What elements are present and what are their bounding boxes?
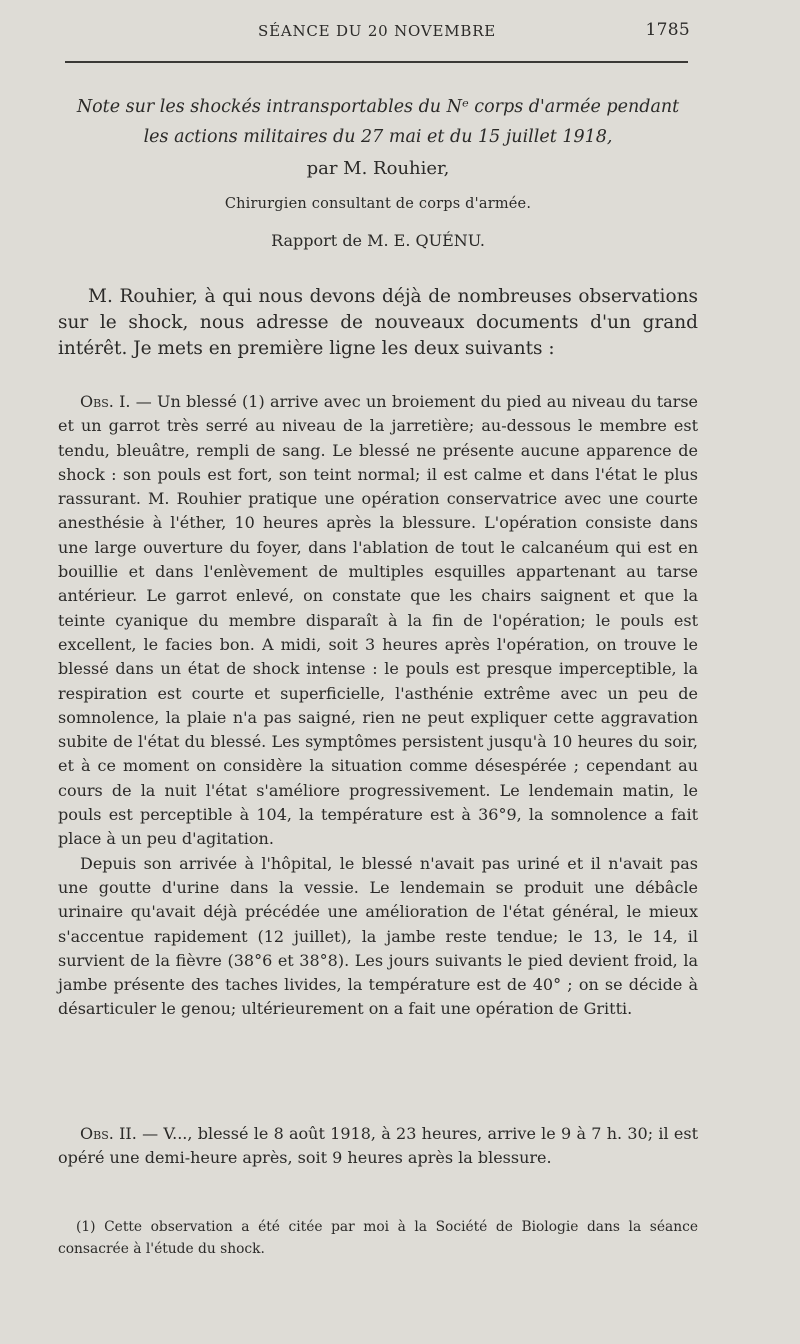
running-head (58, 20, 698, 44)
footnote-text: (1) Cette observation a été citée par moi à la Société de Biologie dans la séance consacrée à l'étude du shock. (58, 1219, 698, 1257)
observation-one (58, 390, 698, 1022)
running-title: SÉANCE DU 20 NOVEMBRE (258, 22, 497, 40)
page-number: 1785 (645, 20, 690, 40)
observation-one-label: Obs. I. (80, 392, 131, 411)
intro-paragraph: M. Rouhier, à qui nous devons déjà de nombreuses observations sur le shock, nous adresse de nouveaux documents d'un grand intérêt. Je mets en première ligne les deux suivants : (58, 286, 698, 359)
observation-two-paragraph (58, 1122, 698, 1171)
article-title-line-2: les actions militaires du 27 mai et du 15 juillet 1918, (143, 127, 613, 147)
author-affiliation: Chirurgien consultant de corps d'armée. (224, 196, 532, 212)
observation-one-continuation: Depuis son arrivée à l'hôpital, le blessé n'avait pas uriné et il n'avait pas une goutte d'urine dans la vessie. Le lendemain se produit une débâcle urinaire qu'avait déjà précédée une amélioration de l'état général, le mieux s'accentue rapidement (12 juillet), la jambe reste tendue; le 13, le 14, il survient de la fièvre (38°6 et 38°8). Les jours suivants le pied devient froid, la jambe présente des taches livides, la température est de 40° ; on se décide à désarticuler le genou; ultérieurement on a fait une opération de Gritti. (58, 853, 698, 1019)
header-rule (65, 61, 688, 63)
article-title-line-1: Note sur les shockés intransportables du Nᵉ corps d'armée pendant (76, 97, 680, 117)
observation-one-paragraph (58, 390, 698, 852)
author-byline: par M. Rouhier, (306, 158, 450, 179)
footnote (58, 1216, 698, 1260)
observation-one-text: — Un blessé (1) arrive avec un broiement du pied au niveau du tarse et un garrot très serré au niveau de la jarretière; au-dessous le membre est tendu, bleuâtre, rempli de sang. Le blessé ne présente aucune apparence de shock : son pouls est fort, son teint normal; il est calme et dans l'état le plus rassurant. M. Rouhier pratique une opération conservatrice avec une courte anesthésie à l'éther, 10 heures après la blessure. L'opération consiste dans une large ouverture du foyer, dans l'ablation de tout le calcanéum qui est en bouillie et dans l'enlèvement de multiples esquilles appartenant au tarse antérieur. Le garrot enlevé, on constate que les chairs saignent et que la teinte cyanique du membre disparaît à la fin de l'opération; le pouls est excellent, le facies bon. A midi, soit 3 heures après l'opération, on trouve le blessé dans un état de shock intense : le pouls est presque imperceptible, la respiration est courte et superficielle, l'asthénie extrême avec un peu de somnolence, la plaie n'a pas saigné, rien ne peut expliquer cette aggravation subite de l'état du blessé. Les symptômes persistent jusqu'à 10 heures du soir, et à ce moment on considère la situation comme désespérée ; cependant au cours de la nuit l'état s'améliore progressivement. Le lendemain matin, le pouls est perceptible à 104, la température est à 36°9, la somnolence a fait place à un peu d'agitation. (58, 392, 698, 849)
observation-two (58, 1122, 698, 1171)
report-attribution: Rapport de M. E. QUÉNU. (271, 231, 485, 250)
observation-two-label: Obs. II. (80, 1124, 137, 1143)
observation-two-text: — V..., blessé le 8 août 1918, à 23 heures, arrive le 9 à 7 h. 30; il est opéré une demi-heure après, soit 9 heures après la blessure. (58, 1124, 699, 1168)
article-title (58, 92, 698, 152)
